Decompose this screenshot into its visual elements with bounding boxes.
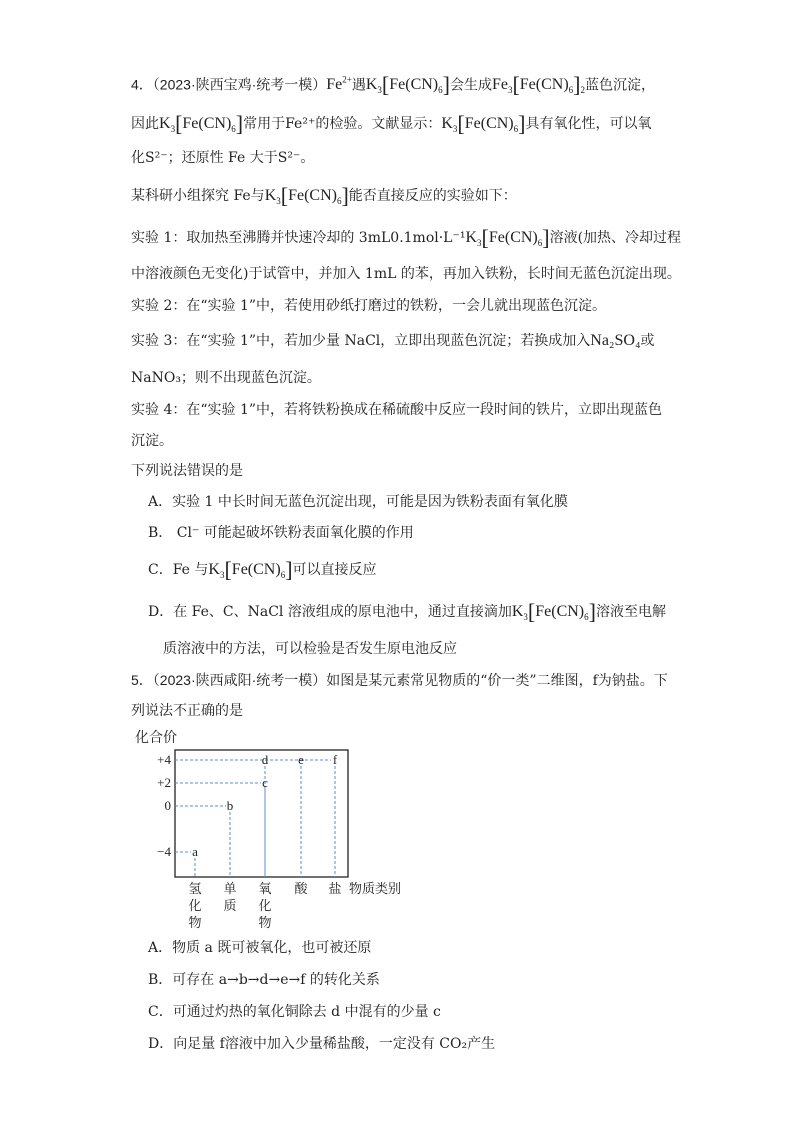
y-tick-label: +4 [157, 752, 171, 767]
x-tick-label: 化 [188, 898, 202, 913]
y-tick-label: +2 [157, 775, 171, 790]
q5-line-1: 5．（2023·陕西咸阳·统考一模）如图是某元素常见物质的“价一类”二维图，f为钠盐。下 [131, 672, 668, 689]
k3fecn6-formula: $K_3[Fe(CN)_6]$ [365, 72, 450, 98]
x-ticks [188, 881, 341, 930]
q4-exp4-line-2: 沉淀。 [131, 433, 173, 449]
point-label-d: d [261, 752, 269, 767]
q4-exp2: 实验 2：在“实验 1”中，若使用砂纸打磨过的铁粉，一会儿就出现蓝色沉淀。 [131, 298, 607, 314]
valence-category-chart [128, 722, 418, 932]
k3fecn6-formula: $K_3[Fe(CN)_6]$ [511, 599, 596, 624]
k3fecn6-formula: $K_3[Fe(CN)_6]$ [159, 111, 244, 136]
k3fecn6-formula: $K_3[Fe(CN)_6]$ [465, 225, 550, 250]
q5-option-a: A．物质 a 既可被氧化，也可被还原 [148, 940, 372, 956]
q4-exp4-line-1: 实验 4：在“实验 1”中，若将铁粉换成在稀硫酸中反应一段时间的铁片，立即出现蓝色 [131, 402, 663, 418]
x-tick-label: 氢 [188, 881, 202, 896]
x-tick-label: 质 [223, 898, 237, 913]
k3fecn6-formula: $K_3[Fe(CN)_6]$ [264, 183, 349, 208]
k3fecn6-formula: $K_3[Fe(CN)_6]$ [208, 557, 293, 582]
point-label-c: c [262, 775, 268, 790]
q5-option-c: C．可通过灼热的氧化铜除去 d 中混有的少量 c [148, 1004, 441, 1020]
q5-line-2: 列说法不正确的是 [131, 703, 243, 719]
y-axis-label: 化合价 [135, 731, 177, 746]
q5-source: （2023·陕西咸阳·统考一模） [152, 672, 327, 688]
x-tick-label: 化 [258, 898, 272, 913]
na2so4-formula: Na₂SO₄ [590, 332, 641, 349]
q4-stem: 下列说法错误的是 [131, 463, 243, 479]
x-axis-label: 物质类别 [349, 881, 402, 896]
q4-exp3-line-2: NaNO₃；则不出现蓝色沉淀。 [131, 370, 321, 386]
q4-option-b: B． Cl⁻ 可能起破坏铁粉表面氧化膜的作用 [148, 525, 414, 541]
chart-frame [175, 750, 348, 877]
q4-option-d-line-2: 质溶液中的方法，可以检验是否发生原电池反应 [163, 641, 457, 657]
q4-line-4: 某科研小组探究 Fe与$K_3[Fe(CN)_6]$能否直接反应的实验如下： [131, 183, 517, 208]
q4-line-1: 4．（2023·陕西宝鸡·统考一模）$Fe^{2+}$遇$K_3[Fe(CN)_6]$会生成$Fe_3[Fe(CN)_6]_2$蓝色沉淀， [131, 72, 655, 98]
fe2-ion: $Fe^{2+}$ [326, 75, 352, 94]
x-tick-label: 盐 [328, 881, 342, 896]
x-tick-label: 酸 [294, 881, 308, 896]
q5-option-b: B．可存在 a→b→d→e→f 的转化关系 [148, 972, 380, 988]
x-tick-label: 氧 [258, 881, 272, 896]
x-tick-label: 单 [223, 881, 237, 896]
point-label-b: b [226, 798, 234, 813]
guide-lines [175, 760, 335, 877]
fe3-fecn6-2-formula: $Fe_3[Fe(CN)_6]_2$ [491, 72, 585, 98]
x-tick-label: 物 [258, 915, 272, 930]
q4-exp1-line-1: 实验 1：取加热至沸腾并快速冷却的 $3mL0.1mol\cdot L^{-1}K_3[Fe(CN)_6]$溶液(加热、冷却过程 [131, 225, 682, 250]
q5-option-d: D．向足量 f溶液中加入少量稀盐酸，一定没有 CO₂产生 [148, 1036, 496, 1052]
k3fecn6-formula: $K_3[Fe(CN)_6]$ [441, 111, 526, 136]
q4-option-d-line-1: D．在 Fe、C、NaCl 溶液组成的原电池中，通过直接滴加$K_3[Fe(CN)_6]$溶液至电解 [148, 599, 666, 624]
q4-option-a: A．实验 1 中长时间无蓝色沉淀出现，可能是因为铁粉表面有氧化膜 [148, 494, 568, 510]
q4-source: （2023·陕西宝鸡·统考一模） [152, 76, 327, 93]
point-label-e: e [298, 752, 304, 767]
q4-exp1-line-2: 中溶液颜色无变化)于试管中，并加入 1mL 的苯，再加入铁粉，长时间无蓝色沉淀出现。 [131, 266, 681, 282]
q4-number: 4． [131, 76, 153, 93]
q5-number: 5． [131, 672, 153, 688]
y-ticks [157, 752, 171, 859]
q4-line-3: 化S²⁻；还原性 Fe 大于S²⁻。 [131, 150, 315, 166]
y-tick-label: −4 [157, 844, 171, 859]
q4-exp3-line-1: 实验 3：在“实验 1”中，若加少量 NaCl，立即出现蓝色沉淀；若换成加入Na₂SO₄或 [131, 332, 655, 349]
q4-line-2: 因此$K_3[Fe(CN)_6]$常用于Fe²⁺的检验。文献显示：$K_3[Fe(CN)_6]$具有氧化性，可以氧 [131, 111, 652, 136]
q4-option-c: C．Fe 与$K_3[Fe(CN)_6]$可以直接反应 [148, 557, 377, 582]
point-label-a: a [192, 844, 198, 859]
point-label-f: f [332, 752, 338, 767]
x-tick-label: 物 [188, 915, 202, 930]
y-tick-label: 0 [164, 798, 171, 813]
